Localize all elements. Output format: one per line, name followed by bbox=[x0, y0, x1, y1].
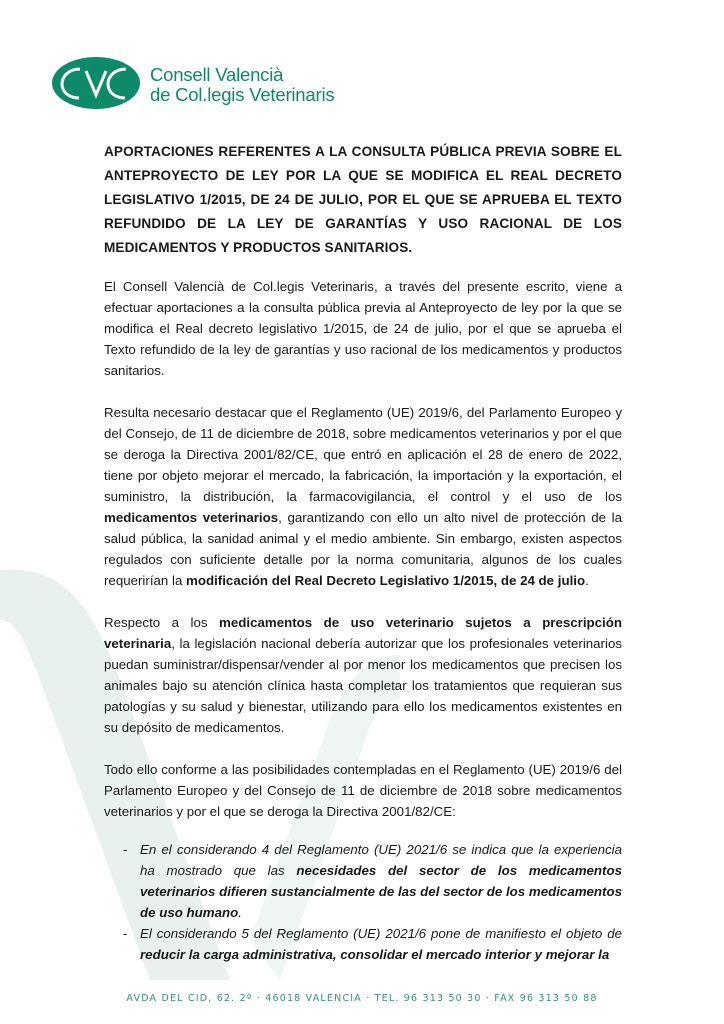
list-dash: - bbox=[123, 926, 128, 941]
org-name-line2: de Col.legis Veterinaris bbox=[150, 84, 335, 105]
list-item bbox=[123, 839, 622, 923]
footer-address: AVDA DEL CID, 62. 2º · 46018 VALENCIA · TEL. 96 313 50 30 · FAX 96 313 50 88 bbox=[126, 993, 598, 1004]
list-item bbox=[123, 923, 622, 965]
list-text: El considerando 5 del Reglamento (UE) 2021/6 pone de manifiesto el objeto de bbox=[140, 926, 622, 941]
paragraph-text: . bbox=[585, 573, 589, 588]
org-logo bbox=[50, 55, 350, 113]
recitals-list bbox=[104, 839, 622, 965]
paragraph-prescription bbox=[104, 612, 622, 738]
document-title: APORTACIONES REFERENTES A LA CONSULTA PÚBLICA PREVIA SOBRE EL ANTEPROYECTO DE LEY POR LA QUE SE MODIFICA EL REAL DECRETO LEGISLATIVO 1/2015, DE 24 DE JULIO, POR EL QUE SE APRUEBA EL TEXTO REFUNDIDO DE LA LEY DE GARANTÍAS Y USO RACIONAL DE LOS MEDICAMENTOS Y PRODUCTOS SANITARIOS. bbox=[104, 144, 622, 255]
paragraph-text: , la legislación nacional debería autorizar que los profesionales veterinarios puedan suministrar/dispensar/vender al por menor los medicamentos que precisen los animales bajo su atención clínica hasta completar los tratamientos que requieran sus patologías y su salud y bienestar, utilizando para ello los medicamentos existentes en su depósito de medicamentos. bbox=[104, 636, 622, 735]
paragraph-text: Resulta necesario destacar que el Reglamento (UE) 2019/6, del Parlamento Europeo y del Consejo, de 11 de diciembre de 2018, sobre medicamentos veterinarios y por el que se deroga la Directiva 2001/82/CE, que entró en aplicación el 28 de enero de 2022, tiene por objeto mejorar el mercado, la fabricación, la importación y la exportación, el suministro, la distribución, la farmacovigilancia, el control y el uso de los bbox=[104, 405, 622, 504]
list-text: . bbox=[238, 905, 242, 920]
org-name-line1: Consell Valencià bbox=[150, 64, 284, 85]
list-dash: - bbox=[123, 842, 128, 857]
list-emphasis: necesidades del sector de los medicamentos veterinarios difieren sustancialmente de las del sector de los medicamentos de uso humano bbox=[140, 863, 622, 920]
paragraph-emphasis: medicamentos veterinarios bbox=[104, 510, 279, 525]
document-body bbox=[104, 140, 622, 965]
paragraph-intro: El Consell Valencià de Col.legis Veterinaris, a través del presente escrito, viene a efectuar aportaciones a la consulta pública previa al Anteproyecto de ley por la que se modifica el Real decreto legislativo 1/2015, de 24 de julio, por el que se aprueba el Texto refundido de la ley de garantías y uso racional de los medicamentos y productos sanitarios. bbox=[104, 279, 622, 378]
paragraph-emphasis: medicamentos de uso veterinario sujetos a prescripción veterinaria bbox=[104, 615, 622, 651]
list-text: En el considerando 4 del Reglamento (UE) 2021/6 se indica que la experiencia ha mostrado que las bbox=[140, 842, 622, 878]
cvc-monogram-icon bbox=[50, 55, 142, 111]
paragraph-conformity: Todo ello conforme a las posibilidades contempladas en el Reglamento (UE) 2019/6 del Parlamento Europeo y del Consejo de 11 de diciembre de 2018 sobre medicamentos veterinarios y por el que se deroga la Directiva 2001/82/CE: bbox=[104, 762, 622, 819]
paragraph-text: , garantizando con ello un alto nivel de protección de la salud pública, la sanidad animal y el medio ambiente. Sin embargo, existen aspectos regulados con suficiente detalle por la norma comunitaria, algunos de los cuales requerirían la bbox=[104, 510, 623, 588]
paragraph-regulation bbox=[104, 402, 622, 591]
list-emphasis: reducir la carga administrativa, consolidar el mercado interior y mejorar la bbox=[140, 947, 610, 962]
paragraph-text: Respecto a los bbox=[104, 615, 220, 630]
paragraph-emphasis: modificación del Real Decreto Legislativo 1/2015, de 24 de julio bbox=[186, 573, 586, 588]
